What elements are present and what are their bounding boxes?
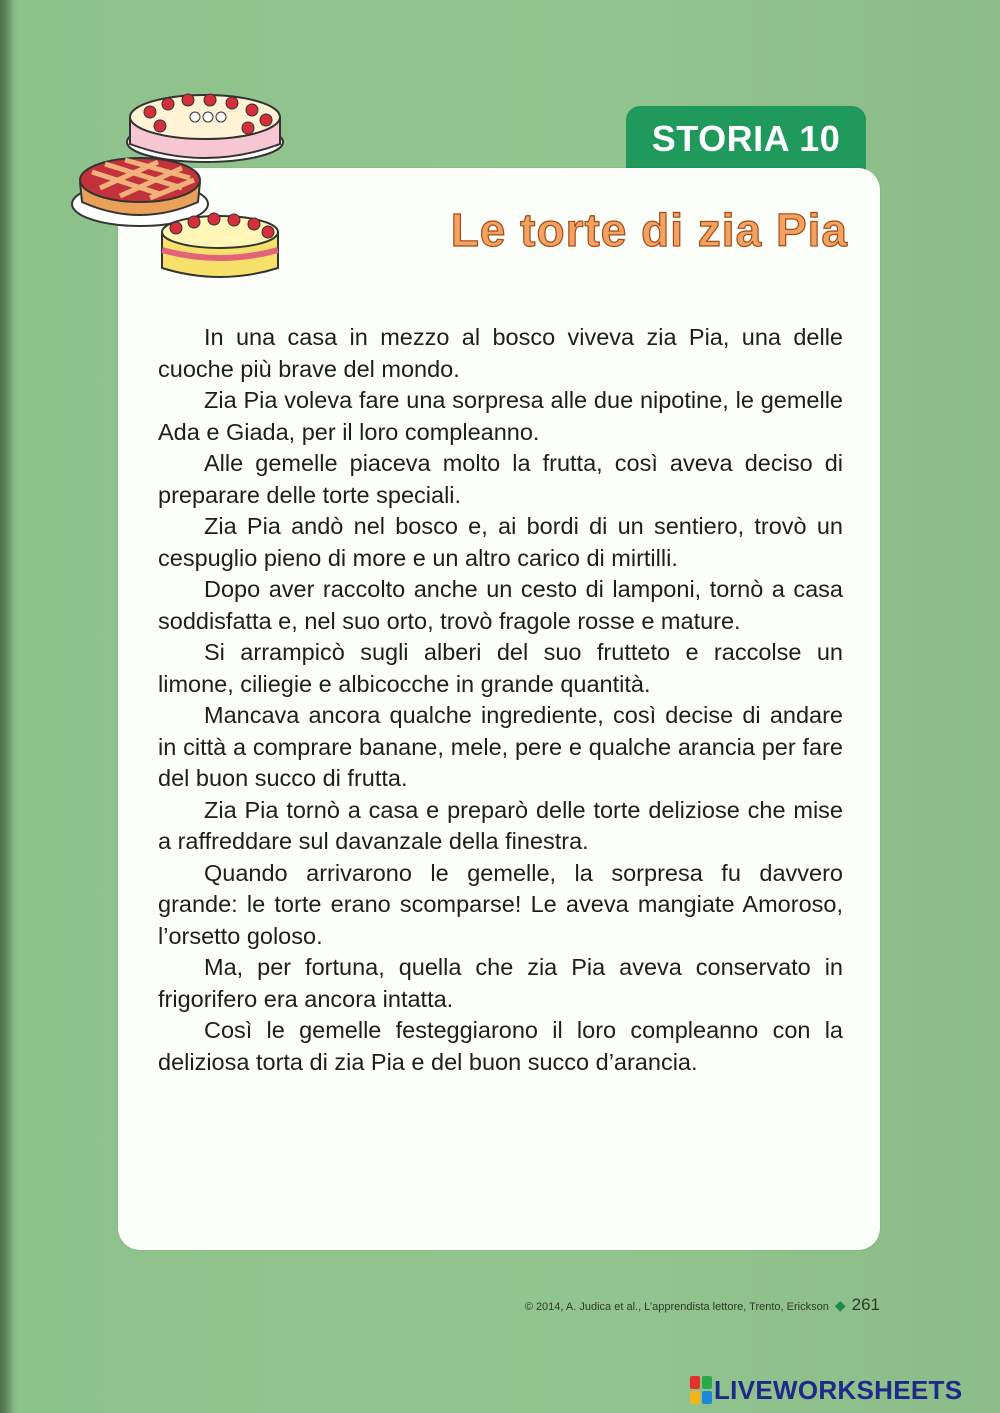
story-paragraph: Si arrampicò sugli alberi del suo frutteto e raccolse un limone, ciliegie e albicocche in grande quantità. [158,639,843,697]
cherry-cake-icon [162,213,278,277]
story-paragraph: Ma, per fortuna, quella che zia Pia aveva conservato in frigorifero era ancora intatta. [158,954,843,1012]
book-binding-shadow [0,0,14,1413]
story-number-label: STORIA 10 [651,118,841,159]
story-paragraph: Zia Pia andò nel bosco e, ai bordi di un sentiero, trovò un cespuglio pieno di more e un altro carico di mirtilli. [158,513,843,571]
story-paragraph: Dopo aver raccolto anche un cesto di lamponi, tornò a casa soddisfatta e, nel suo orto, trovò fragole rosse e mature. [158,576,843,634]
story-paragraph: Quando arrivarono le gemelle, la sorpresa fu davvero grande: le torte erano scomparse! Le aveva mangiate Amoroso, l’orsetto goloso. [158,859,843,949]
story-text [158,322,843,1078]
story-paragraph: Mancava ancora qualche ingrediente, così decise di andare in città a comprare banane, mele, pere e qualche arancia per fare del buon succo di frutta. [158,702,843,791]
story-paragraph: In una casa in mezzo al bosco viveva zia Pia, una delle cuoche più brave del mondo. [158,324,843,382]
story-paragraph: Zia Pia voleva fare una sorpresa alle due nipotine, le gemelle Ada e Giada, per il loro compleanno. [158,387,843,445]
diamond-icon: ◆ [834,1297,846,1313]
strawberry-cake-icon [127,94,283,162]
page-number: 261 [851,1295,880,1314]
story-paragraph: Zia Pia tornò a casa e preparò delle torte deliziose che mise a raffreddare sul davanzale della finestra. [158,796,843,854]
story-paragraph: Così le gemelle festeggiarono il loro compleanno con la deliziosa torta di zia Pia e del buon succo d’arancia. [158,1017,843,1075]
story-paragraph: Alle gemelle piaceva molto la frutta, così aveva deciso di preparare delle torte speciali. [158,450,843,508]
page-footer [430,1293,880,1317]
liveworksheets-logo-icon [690,1376,712,1404]
citation: © 2014, A. Judica et al., L’apprendista lettore, Trento, Erickson [524,1301,829,1313]
lattice-tart-icon [72,158,208,226]
cakes-illustration [70,72,290,282]
brand-name: LIVEWORKSHEETS [714,1374,963,1405]
story-title: Le torte di zia Pia [450,204,848,256]
liveworksheets-brand [690,1373,1000,1407]
